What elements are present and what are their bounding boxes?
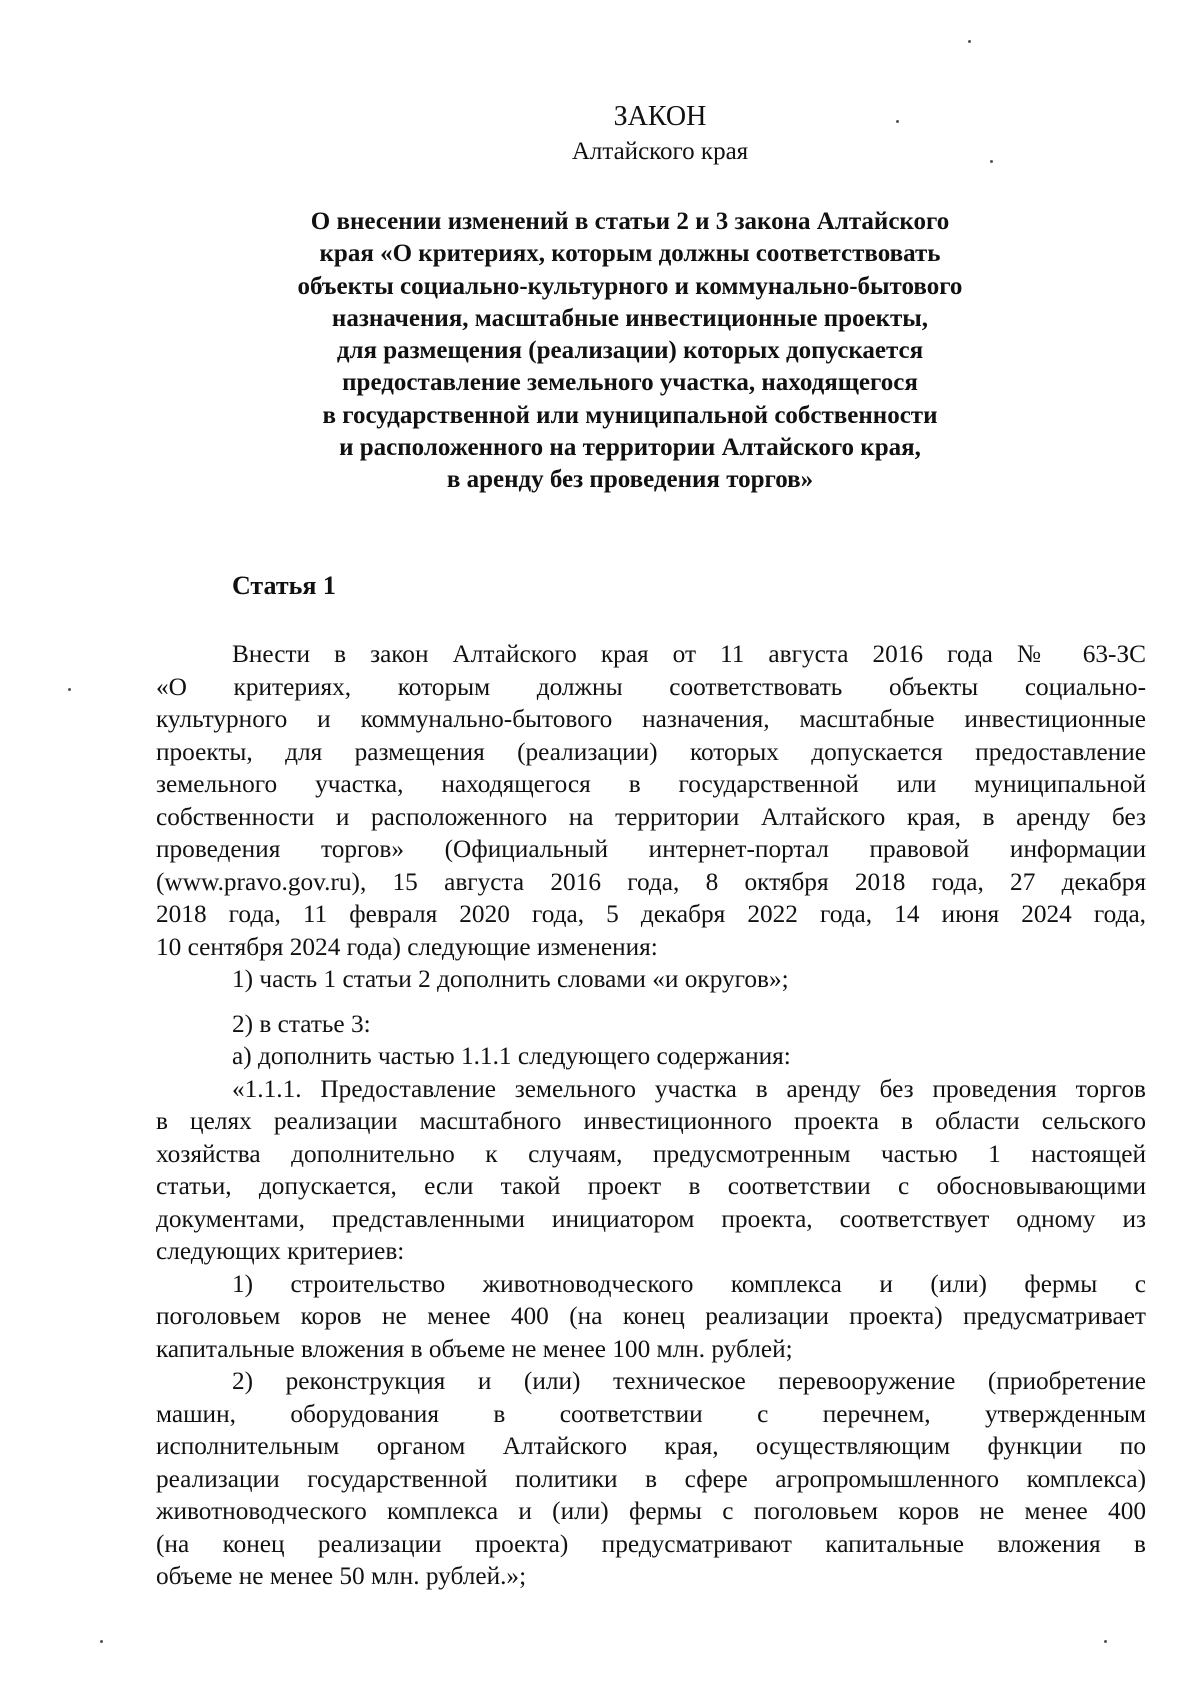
- body-line: в целях реализации масштабного инвестиционного проекта в области сельского: [156, 1107, 1146, 1135]
- body-line: 2018 года, 11 февраля 2020 года, 5 декабря 2022 года, 14 июня 2024 года,: [156, 900, 1146, 928]
- body-line: машин, оборудования в соответствии с перечнем, утвержденным: [156, 1399, 1146, 1428]
- body-line: статьи, допускается, если такой проект в соответствии с обосновывающими: [156, 1172, 1146, 1200]
- body-line: «О критериях, которым должны соответствовать объекты социально-: [156, 672, 1146, 701]
- body-line: 2) в статье 3:: [232, 1009, 371, 1038]
- body-line: (www.pravo.gov.ru), 15 августа 2016 года, 8 октября 2018 года, 27 декабря: [156, 867, 1146, 896]
- body-line: проекты, для размещения (реализации) которых допускается предоставление: [156, 737, 1146, 766]
- body-line: (на конец реализации проекта) предусматривают капитальные вложения в: [156, 1529, 1146, 1558]
- title-line: края «О критериях, которым должны соответствовать: [319, 240, 941, 268]
- body-line: культурного и коммунально-бытового назначения, масштабные инвестиционные: [156, 705, 1146, 733]
- title-line: для размещения (реализации) которых допускается: [336, 337, 924, 365]
- body-line: следующих критериев:: [156, 1237, 405, 1265]
- body-line: капитальные вложения в объеме не менее 100 млн. рублей;: [156, 1334, 793, 1363]
- body-line: исполнительным органом Алтайского края, осуществляющим функции по: [156, 1432, 1146, 1460]
- article-body: [156, 638, 1146, 1593]
- body-line: 1) часть 1 статьи 2 дополнить словами «и округов»;: [232, 965, 789, 993]
- article-heading: Статья 1: [232, 571, 336, 600]
- body-line: 1) строительство животноводческого комплекса и (или) фермы с: [232, 1269, 1146, 1298]
- body-line: животноводческого комплекса и (или) фермы с поголовьем коров не менее 400: [156, 1497, 1146, 1525]
- scan-speck: [896, 120, 899, 123]
- body-line: поголовьем коров не менее 400 (на конец реализации проекта) предусматривает: [156, 1302, 1146, 1330]
- body-line: 2) реконструкция и (или) техническое перевооружение (приобретение: [232, 1367, 1146, 1395]
- scan-speck: [968, 40, 971, 43]
- body-line: хозяйства дополнительно к случаям, предусмотренным частью 1 настоящей: [156, 1139, 1146, 1168]
- title-line: О внесении изменений в статьи 2 и 3 закона Алтайского: [310, 208, 950, 235]
- region-name: Алтайского края: [571, 138, 749, 165]
- body-line: документами, представленными инициатором проекта, соответствует одному из: [156, 1204, 1146, 1233]
- title-line: назначения, масштабные инвестиционные проекты,: [331, 304, 929, 332]
- title-line: в аренду без проведения торгов»: [446, 466, 814, 494]
- body-line: 10 сентября 2024 года) следующие изменения:: [156, 932, 658, 961]
- scan-speck: [990, 160, 993, 163]
- body-line: «1.1.1. Предоставление земельного участка в аренду без проведения торгов: [232, 1074, 1146, 1103]
- law-title: [200, 206, 1060, 497]
- scan-speck: [100, 1640, 103, 1643]
- body-line: реализации государственной политики в сфере агропромышленного комплекса): [156, 1464, 1146, 1493]
- body-line: а) дополнить частью 1.1.1 следующего содержания:: [232, 1042, 791, 1070]
- title-line: и расположенного на территории Алтайского края,: [339, 434, 921, 462]
- body-line: собственности и расположенного на территории Алтайского края, в аренду без: [156, 802, 1146, 831]
- title-line: в государственной или муниципальной собственности: [322, 401, 938, 429]
- document-header: [0, 100, 1200, 168]
- law-word: ЗАКОН: [613, 101, 707, 132]
- body-line: Внести в закон Алтайского края от 11 августа 2016 года № 63-ЗС: [232, 640, 1146, 668]
- scan-speck: [1104, 1640, 1107, 1643]
- title-line: объекты социально-культурного и коммунально-бытового: [297, 272, 963, 300]
- title-line: предоставление земельного участка, находящегося: [342, 369, 918, 397]
- scan-speck: [68, 688, 71, 691]
- body-line: проведения торгов» (Официальный интернет-портал правовой информации: [156, 835, 1146, 863]
- body-line: земельного участка, находящегося в государственной или муниципальной: [156, 770, 1146, 798]
- body-line: объеме не менее 50 млн. рублей.»;: [156, 1562, 527, 1590]
